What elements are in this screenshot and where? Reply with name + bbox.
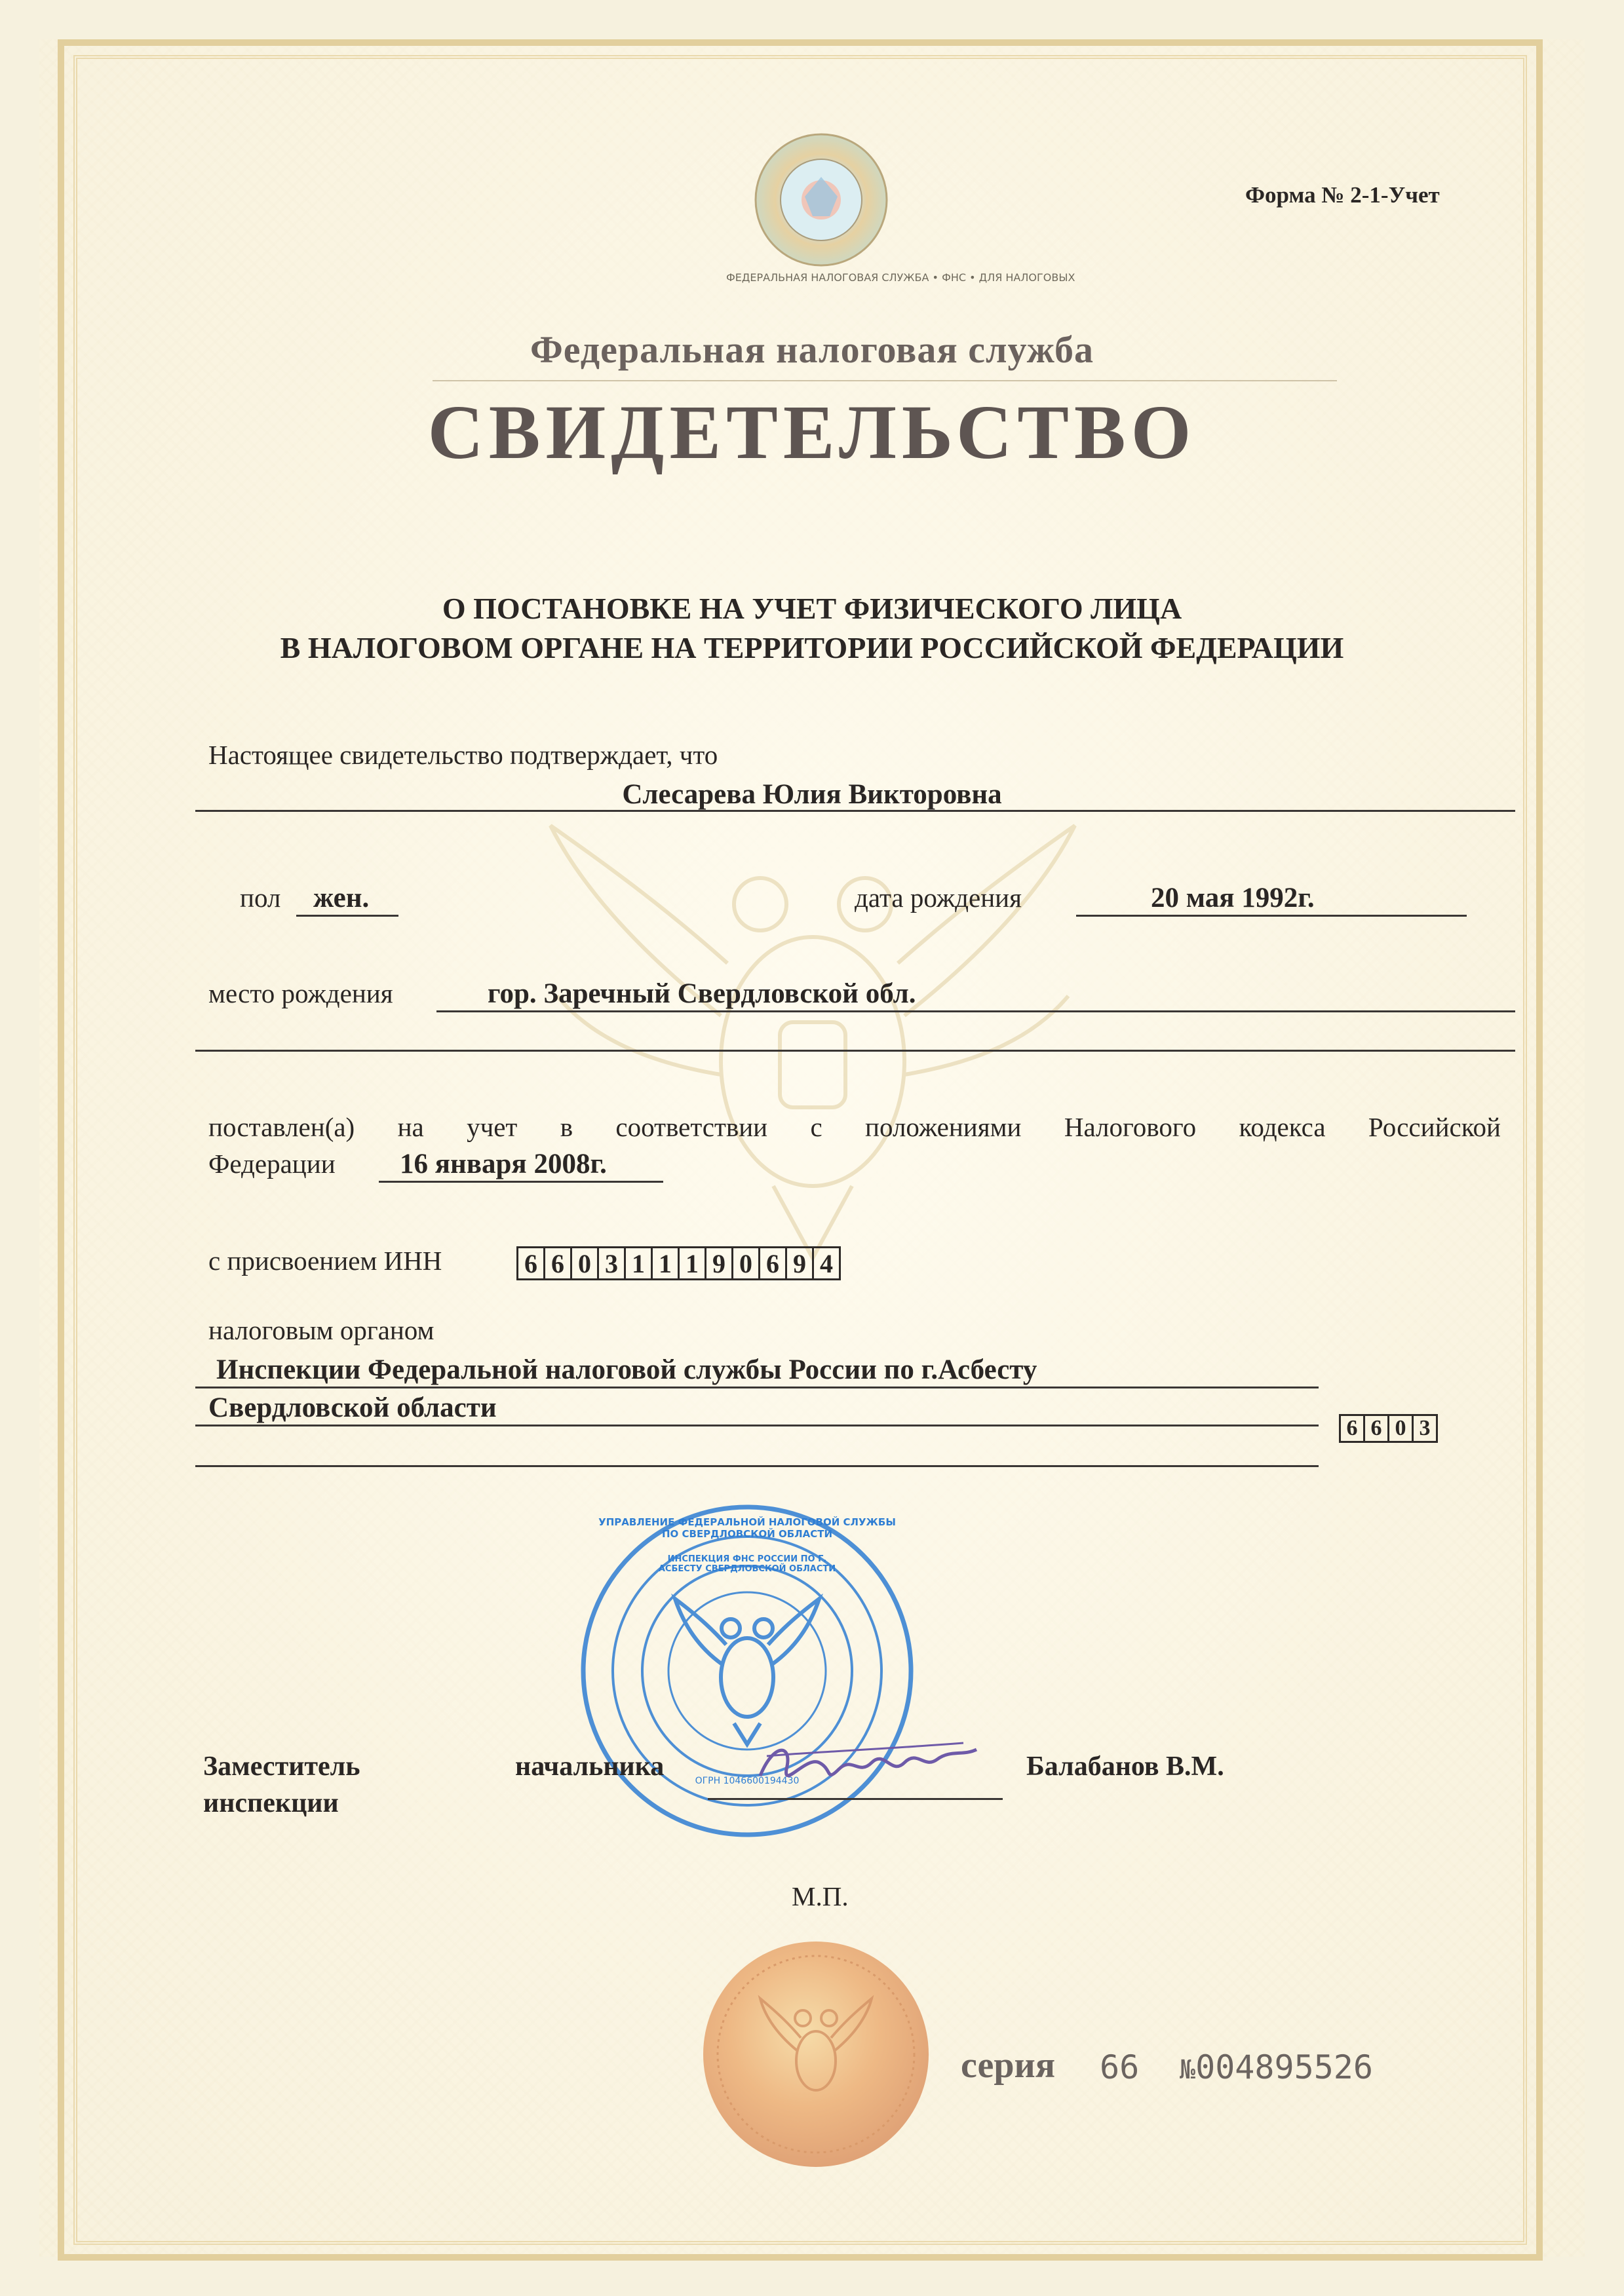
hologram-icon (752, 131, 890, 269)
authority-line-2: Свердловской области (208, 1392, 497, 1423)
hologram-sticker (726, 131, 1075, 284)
serial-series: 66 (1100, 2048, 1140, 2086)
position-word: начальника (515, 1751, 665, 1782)
inn-digit: 9 (705, 1248, 731, 1278)
authority-code-digit: 6 (1346, 1416, 1358, 1440)
dob-label: дата рождения (855, 883, 1022, 913)
birthplace-line (436, 1010, 1515, 1012)
agency-underline (433, 380, 1337, 381)
birthplace-value: гор. Заречный Свердловской обл. (488, 978, 916, 1009)
authority-code-digit: 6 (1363, 1416, 1387, 1441)
authority-code-boxes (1339, 1414, 1438, 1443)
inn-digit: 9 (785, 1248, 812, 1278)
inn-label: с присвоением ИНН (208, 1246, 442, 1276)
registered-date-line (379, 1181, 663, 1183)
inn-digit: 1 (651, 1248, 678, 1278)
inn-digit: 0 (731, 1248, 758, 1278)
hologram-ring-text: ФЕДЕРАЛЬНАЯ НАЛОГОВАЯ СЛУЖБА • ФНС • ДЛЯ НАЛОГОВЫХ (726, 271, 1075, 284)
dob-value: 20 мая 1992г. (1151, 883, 1315, 913)
stamp-inner-text: ИНСПЕКЦИЯ ФНС РОССИИ ПО Г. АСБЕСТУ СВЕРДЛОВСКОЙ ОБЛАСТИ (658, 1554, 836, 1574)
authority-code-digit: 3 (1412, 1416, 1436, 1441)
signatory-name: Балабанов В.М. (1026, 1751, 1224, 1782)
inn-digit-boxes (516, 1246, 841, 1280)
authority-underline-2 (195, 1425, 1319, 1426)
intro-text: Настоящее свидетельство подтверждает, что (208, 740, 718, 770)
inn-digit: 0 (570, 1248, 597, 1278)
authority-underline-1 (195, 1387, 1319, 1388)
serial-number: 004895526 (1195, 2048, 1374, 2086)
dob-line (1076, 915, 1467, 917)
birthplace-line-2 (195, 1050, 1515, 1052)
signature-line (708, 1798, 1003, 1800)
sex-line (296, 915, 398, 917)
inn-digit: 6 (543, 1248, 570, 1278)
number-sign: № (1180, 2055, 1196, 2085)
federation-label: Федерации (208, 1149, 336, 1179)
position-line-1: Заместитель (203, 1751, 360, 1782)
full-name: Слесарева Юлия Викторовна (622, 779, 1002, 810)
inn-digit: 1 (624, 1248, 651, 1278)
stamp-ogrn-text: ОГРН 1046600194430 (695, 1776, 800, 1786)
authority-underline-3 (195, 1465, 1319, 1467)
inn-digit: 6 (524, 1248, 537, 1278)
authority-code-digit: 0 (1387, 1416, 1412, 1441)
agency-name: Федеральная налоговая служба (530, 328, 1094, 371)
inn-digit: 1 (678, 1248, 705, 1278)
inn-digit: 3 (597, 1248, 624, 1278)
subtitle-line-1: О ПОСТАНОВКЕ НА УЧЕТ ФИЗИЧЕСКОГО ЛИЦА (442, 592, 1182, 625)
serial-label: серия (961, 2045, 1056, 2086)
stamp-outer-text: УПРАВЛЕНИЕ ФЕДЕРАЛЬНОЙ НАЛОГОВОЙ СЛУЖБЫ ПО СВЕРДЛОВСКОЙ ОБЛАСТИ (598, 1516, 896, 1540)
full-name-line (195, 810, 1515, 812)
registered-date: 16 января 2008г. (400, 1149, 607, 1179)
form-number: Форма № 2-1-Учет (1245, 182, 1440, 208)
birthplace-label: место рождения (208, 978, 393, 1008)
subtitle-line-2: В НАЛОГОВОМ ОРГАНЕ НА ТЕРРИТОРИИ РОССИЙСКОЙ ФЕДЕРАЦИИ (280, 631, 1344, 664)
registered-text: поставлен(а) на учет в соответствии с положениями Налогового кодекса Российской (208, 1112, 1501, 1142)
document-title: СВИДЕТЕЛЬСТВО (427, 389, 1197, 475)
sex-value: жен. (313, 883, 370, 913)
inn-digit: 6 (758, 1248, 785, 1278)
serial-number-wrap (1180, 2048, 1373, 2086)
signature-scribble (747, 1730, 983, 1802)
gold-seal-icon (701, 1940, 931, 2169)
inn-digit: 4 (812, 1248, 839, 1278)
position-line-2: инспекции (203, 1788, 339, 1818)
eagle-watermark (498, 799, 1127, 1311)
sex-label: пол (240, 883, 281, 913)
stamp-place-label: М.П. (792, 1881, 849, 1911)
authority-line-1: Инспекции Федеральной налоговой службы России по г.Асбесту (216, 1354, 1037, 1385)
authority-label: налоговым органом (208, 1315, 435, 1345)
